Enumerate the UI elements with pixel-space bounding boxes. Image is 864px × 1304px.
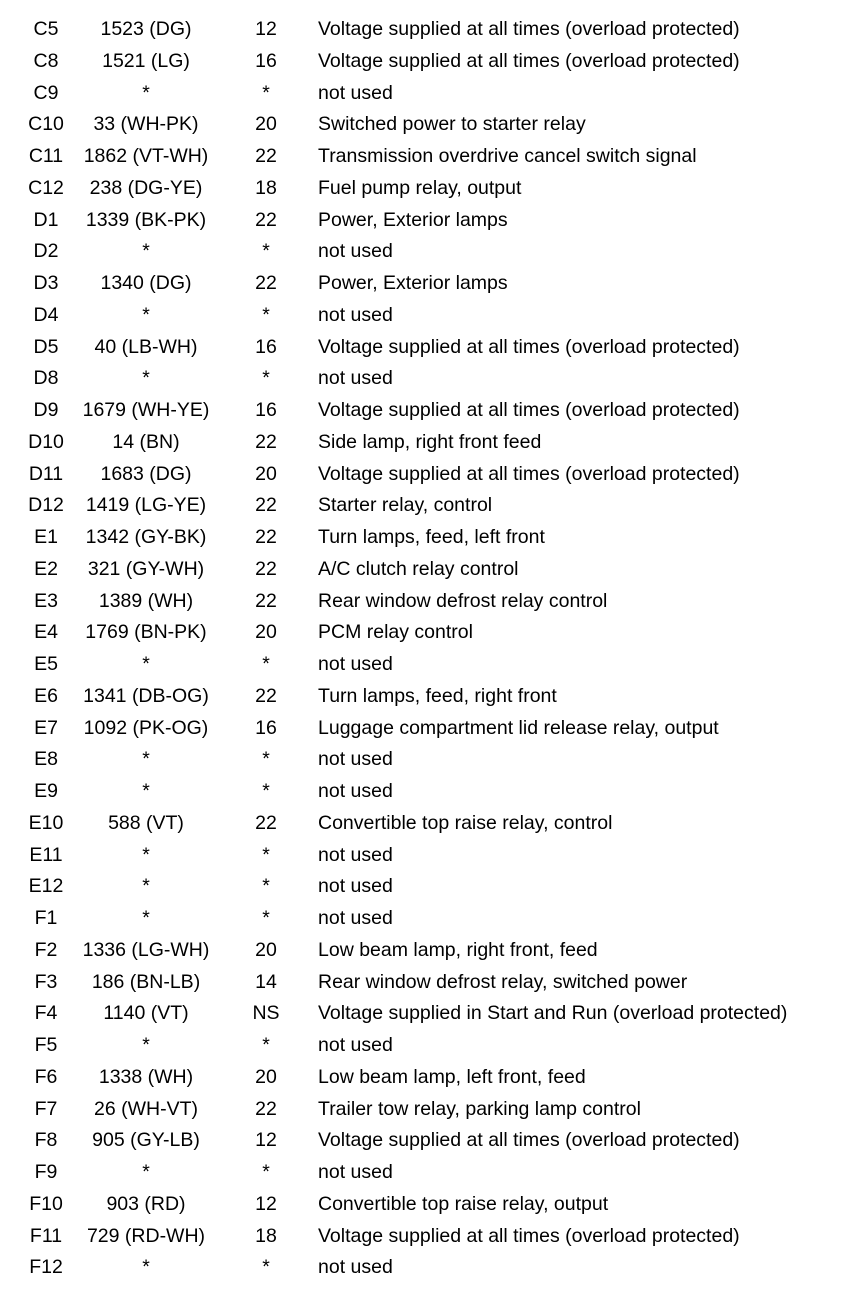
table-row <box>0 1125 864 1157</box>
pin-number: F8 <box>34 1129 58 1152</box>
pin-function: Voltage supplied at all times (overload protected) <box>318 49 740 72</box>
pin-number: D1 <box>33 208 59 231</box>
table-row <box>0 268 864 300</box>
table-row <box>0 363 864 395</box>
pin-number: C12 <box>28 176 64 199</box>
pin-number: D12 <box>28 494 64 517</box>
table-row <box>0 935 864 967</box>
pin-number: F12 <box>29 1256 63 1279</box>
wire-gauge: 12 <box>255 1192 277 1215</box>
pin-number: D2 <box>33 240 59 263</box>
pin-number: F2 <box>34 938 58 961</box>
pin-number: E5 <box>34 653 58 675</box>
pin-number: E12 <box>28 875 64 898</box>
circuit-color: 1523 (DG) <box>100 18 192 40</box>
wire-gauge: 22 <box>255 589 277 612</box>
circuit-color: 14 (BN) <box>112 430 180 453</box>
wire-gauge: 14 <box>255 970 277 993</box>
circuit-color: 1679 (WH-YE) <box>82 399 210 421</box>
circuit-color: * <box>142 748 150 771</box>
pin-function: Rear window defrost relay control <box>318 589 608 612</box>
pin-function: Fuel pump relay, output <box>318 176 522 199</box>
circuit-color: 40 (LB-WH) <box>94 335 198 358</box>
table-row <box>0 617 864 649</box>
wire-gauge: 22 <box>255 684 277 707</box>
pin-number: E11 <box>29 843 63 866</box>
pin-function: Voltage supplied at all times (overload protected) <box>318 399 740 421</box>
table-row <box>0 1157 864 1189</box>
pin-number: E3 <box>34 589 58 612</box>
circuit-color: * <box>142 303 150 326</box>
wire-gauge: * <box>262 780 270 802</box>
pin-function: Side lamp, right front feed <box>318 430 542 453</box>
pin-number: E2 <box>34 557 58 580</box>
circuit-color: 1341 (DB-OG) <box>83 684 209 707</box>
wire-gauge: * <box>262 1256 270 1279</box>
wire-gauge: * <box>262 843 270 866</box>
pin-function: not used <box>318 875 393 898</box>
circuit-color: 33 (WH-PK) <box>93 113 199 136</box>
pin-function: Low beam lamp, left front, feed <box>318 1065 586 1088</box>
circuit-color: * <box>142 907 150 929</box>
table-row <box>0 1062 864 1094</box>
table-row <box>0 141 864 173</box>
table-row <box>0 1189 864 1221</box>
pin-function: not used <box>318 303 393 326</box>
table-row <box>0 522 864 554</box>
table-row <box>0 46 864 78</box>
pin-function: Rear window defrost relay, switched power <box>318 970 688 993</box>
circuit-color: 905 (GY-LB) <box>92 1129 200 1152</box>
table-row <box>0 776 864 808</box>
table-row <box>0 554 864 586</box>
pin-function: A/C clutch relay control <box>318 557 519 580</box>
table-row <box>0 871 864 903</box>
wire-gauge: 22 <box>255 272 277 294</box>
pin-number: C5 <box>33 18 59 40</box>
pin-number: E4 <box>34 621 58 644</box>
circuit-color: * <box>142 843 150 866</box>
circuit-color: 1342 (GY-BK) <box>85 526 207 548</box>
wire-gauge: 12 <box>255 1129 277 1152</box>
pin-function: Switched power to starter relay <box>318 113 586 136</box>
circuit-color: 588 (VT) <box>108 811 184 834</box>
pin-function: Luggage compartment lid release relay, output <box>318 716 719 739</box>
table-row <box>0 1221 864 1253</box>
pin-number: F3 <box>34 970 58 993</box>
circuit-color: * <box>142 1034 150 1056</box>
table-row <box>0 903 864 935</box>
table-row <box>0 967 864 999</box>
pin-function: Transmission overdrive cancel switch signal <box>318 145 697 167</box>
table-row <box>0 427 864 459</box>
pin-number: F4 <box>34 1002 58 1025</box>
pin-number: D5 <box>33 335 59 358</box>
table-row <box>0 808 864 840</box>
wire-gauge: 20 <box>255 462 277 485</box>
circuit-color: 1389 (WH) <box>98 589 194 612</box>
circuit-color: * <box>142 367 150 390</box>
circuit-color: 1140 (VT) <box>103 1002 189 1025</box>
circuit-color: 903 (RD) <box>106 1192 186 1215</box>
circuit-color: 1419 (LG-YE) <box>85 494 207 517</box>
pin-number: C11 <box>28 145 64 167</box>
pin-function: Voltage supplied at all times (overload protected) <box>318 18 740 40</box>
pin-number: D4 <box>33 303 59 326</box>
pin-function: not used <box>318 653 393 675</box>
wire-gauge: * <box>262 303 270 326</box>
table-row <box>0 744 864 776</box>
circuit-color: 729 (RD-WH) <box>86 1224 206 1247</box>
circuit-color: 1336 (LG-WH) <box>82 938 210 961</box>
wire-gauge: 22 <box>255 494 277 517</box>
wire-gauge: 20 <box>255 113 277 136</box>
pin-function: Power, Exterior lamps <box>318 208 508 231</box>
wire-gauge: * <box>262 240 270 263</box>
table-row <box>0 840 864 872</box>
pin-function: not used <box>318 81 393 104</box>
circuit-color: 26 (WH-VT) <box>94 1097 198 1120</box>
pin-function: not used <box>318 843 393 866</box>
wire-gauge: * <box>262 907 270 929</box>
wire-gauge: 16 <box>255 49 277 72</box>
table-row <box>0 236 864 268</box>
circuit-color: 1683 (DG) <box>100 462 192 485</box>
circuit-color: 238 (DG-YE) <box>89 176 203 199</box>
pin-function: not used <box>318 907 393 929</box>
table-row <box>0 1030 864 1062</box>
pin-number: F11 <box>29 1224 63 1247</box>
wire-gauge: 22 <box>255 811 277 834</box>
table-row <box>0 1252 864 1284</box>
pin-number: E8 <box>34 748 58 771</box>
circuit-color: * <box>142 1256 150 1279</box>
pin-function: Trailer tow relay, parking lamp control <box>318 1097 641 1120</box>
pin-number: E9 <box>34 780 58 802</box>
wire-gauge: 18 <box>255 176 277 199</box>
pin-function: Turn lamps, feed, right front <box>318 684 557 707</box>
table-row <box>0 173 864 205</box>
pin-function: Voltage supplied at all times (overload protected) <box>318 462 740 485</box>
wire-gauge: * <box>262 1161 270 1183</box>
pin-number: D10 <box>28 430 64 453</box>
table-row <box>0 14 864 46</box>
circuit-color: * <box>142 875 150 898</box>
pin-number: F7 <box>34 1097 58 1120</box>
table-row <box>0 395 864 427</box>
wire-gauge: 22 <box>255 145 277 167</box>
circuit-color: * <box>142 240 150 263</box>
pin-number: F9 <box>34 1161 58 1183</box>
pin-number: F1 <box>34 907 58 929</box>
circuit-color: 1092 (PK-OG) <box>83 716 209 739</box>
pin-number: D9 <box>33 399 59 421</box>
wire-gauge: 16 <box>255 399 277 421</box>
pin-function: not used <box>318 1256 393 1279</box>
table-row <box>0 649 864 681</box>
wire-gauge: 18 <box>255 1224 277 1247</box>
wire-gauge: 22 <box>255 526 277 548</box>
pin-function: Low beam lamp, right front, feed <box>318 938 598 961</box>
table-row <box>0 681 864 713</box>
wire-gauge: * <box>262 367 270 390</box>
wire-gauge: 16 <box>255 716 277 739</box>
pin-number: E1 <box>34 526 58 548</box>
table-row <box>0 109 864 141</box>
wire-gauge: 20 <box>255 938 277 961</box>
pin-function: Convertible top raise relay, output <box>318 1192 609 1215</box>
pin-number: C8 <box>33 49 59 72</box>
pin-number: C9 <box>33 81 59 104</box>
pin-function: Power, Exterior lamps <box>318 272 508 294</box>
pin-number: E10 <box>28 811 64 834</box>
pin-number: D3 <box>33 272 59 294</box>
pin-function: not used <box>318 780 393 802</box>
table-row <box>0 490 864 522</box>
wire-gauge: 22 <box>255 1097 277 1120</box>
pin-function: not used <box>318 240 393 263</box>
pin-function: not used <box>318 1034 393 1056</box>
pin-number: D8 <box>33 367 59 390</box>
wire-gauge: * <box>262 875 270 898</box>
circuit-color: * <box>142 780 150 802</box>
table-row <box>0 1094 864 1126</box>
wire-gauge: * <box>262 1034 270 1056</box>
table-row <box>0 713 864 745</box>
wire-gauge: 22 <box>255 430 277 453</box>
pin-number: F5 <box>34 1034 58 1056</box>
pin-function: not used <box>318 1161 393 1183</box>
pin-function: Starter relay, control <box>318 494 493 517</box>
pin-function: Voltage supplied at all times (overload protected) <box>318 1224 740 1247</box>
circuit-color: * <box>142 653 150 675</box>
pin-number: D11 <box>28 462 64 485</box>
wire-gauge: * <box>262 653 270 675</box>
wire-gauge: 20 <box>255 621 277 644</box>
circuit-color: 1339 (BK-PK) <box>85 208 207 231</box>
wire-gauge: 16 <box>255 335 277 358</box>
table-row <box>0 300 864 332</box>
table-row <box>0 78 864 110</box>
table-row <box>0 205 864 237</box>
pin-number: E6 <box>34 684 58 707</box>
circuit-color: 1769 (BN-PK) <box>85 621 207 644</box>
circuit-color: 1340 (DG) <box>100 272 192 294</box>
pin-number: F6 <box>34 1065 58 1088</box>
pin-function: Turn lamps, feed, left front <box>318 526 545 548</box>
table-row <box>0 459 864 491</box>
pin-function: Voltage supplied in Start and Run (overload protected) <box>318 1002 788 1025</box>
wire-gauge: NS <box>252 1002 280 1025</box>
circuit-color: 1338 (WH) <box>98 1065 194 1088</box>
pin-function: PCM relay control <box>318 621 473 644</box>
table-row <box>0 586 864 618</box>
pin-number: C10 <box>28 113 64 136</box>
wire-gauge: 22 <box>255 208 277 231</box>
pin-function: Voltage supplied at all times (overload protected) <box>318 335 740 358</box>
pin-function: Voltage supplied at all times (overload protected) <box>318 1129 740 1152</box>
connector-pinout-table <box>0 14 864 1284</box>
wire-gauge: 12 <box>255 18 277 40</box>
wire-gauge: 20 <box>255 1065 277 1088</box>
circuit-color: * <box>142 81 150 104</box>
pin-function: not used <box>318 748 393 771</box>
table-row <box>0 332 864 364</box>
circuit-color: 321 (GY-WH) <box>87 557 205 580</box>
wire-gauge: * <box>262 81 270 104</box>
pin-number: E7 <box>34 716 58 739</box>
circuit-color: 1521 (LG) <box>102 49 190 72</box>
table-row <box>0 998 864 1030</box>
wire-gauge: * <box>262 748 270 771</box>
circuit-color: 1862 (VT-WH) <box>83 145 209 167</box>
circuit-color: * <box>142 1161 150 1183</box>
wire-gauge: 22 <box>255 557 277 580</box>
pin-number: F10 <box>29 1192 63 1215</box>
pin-function: Convertible top raise relay, control <box>318 811 613 834</box>
pin-function: not used <box>318 367 393 390</box>
circuit-color: 186 (BN-LB) <box>91 970 201 993</box>
